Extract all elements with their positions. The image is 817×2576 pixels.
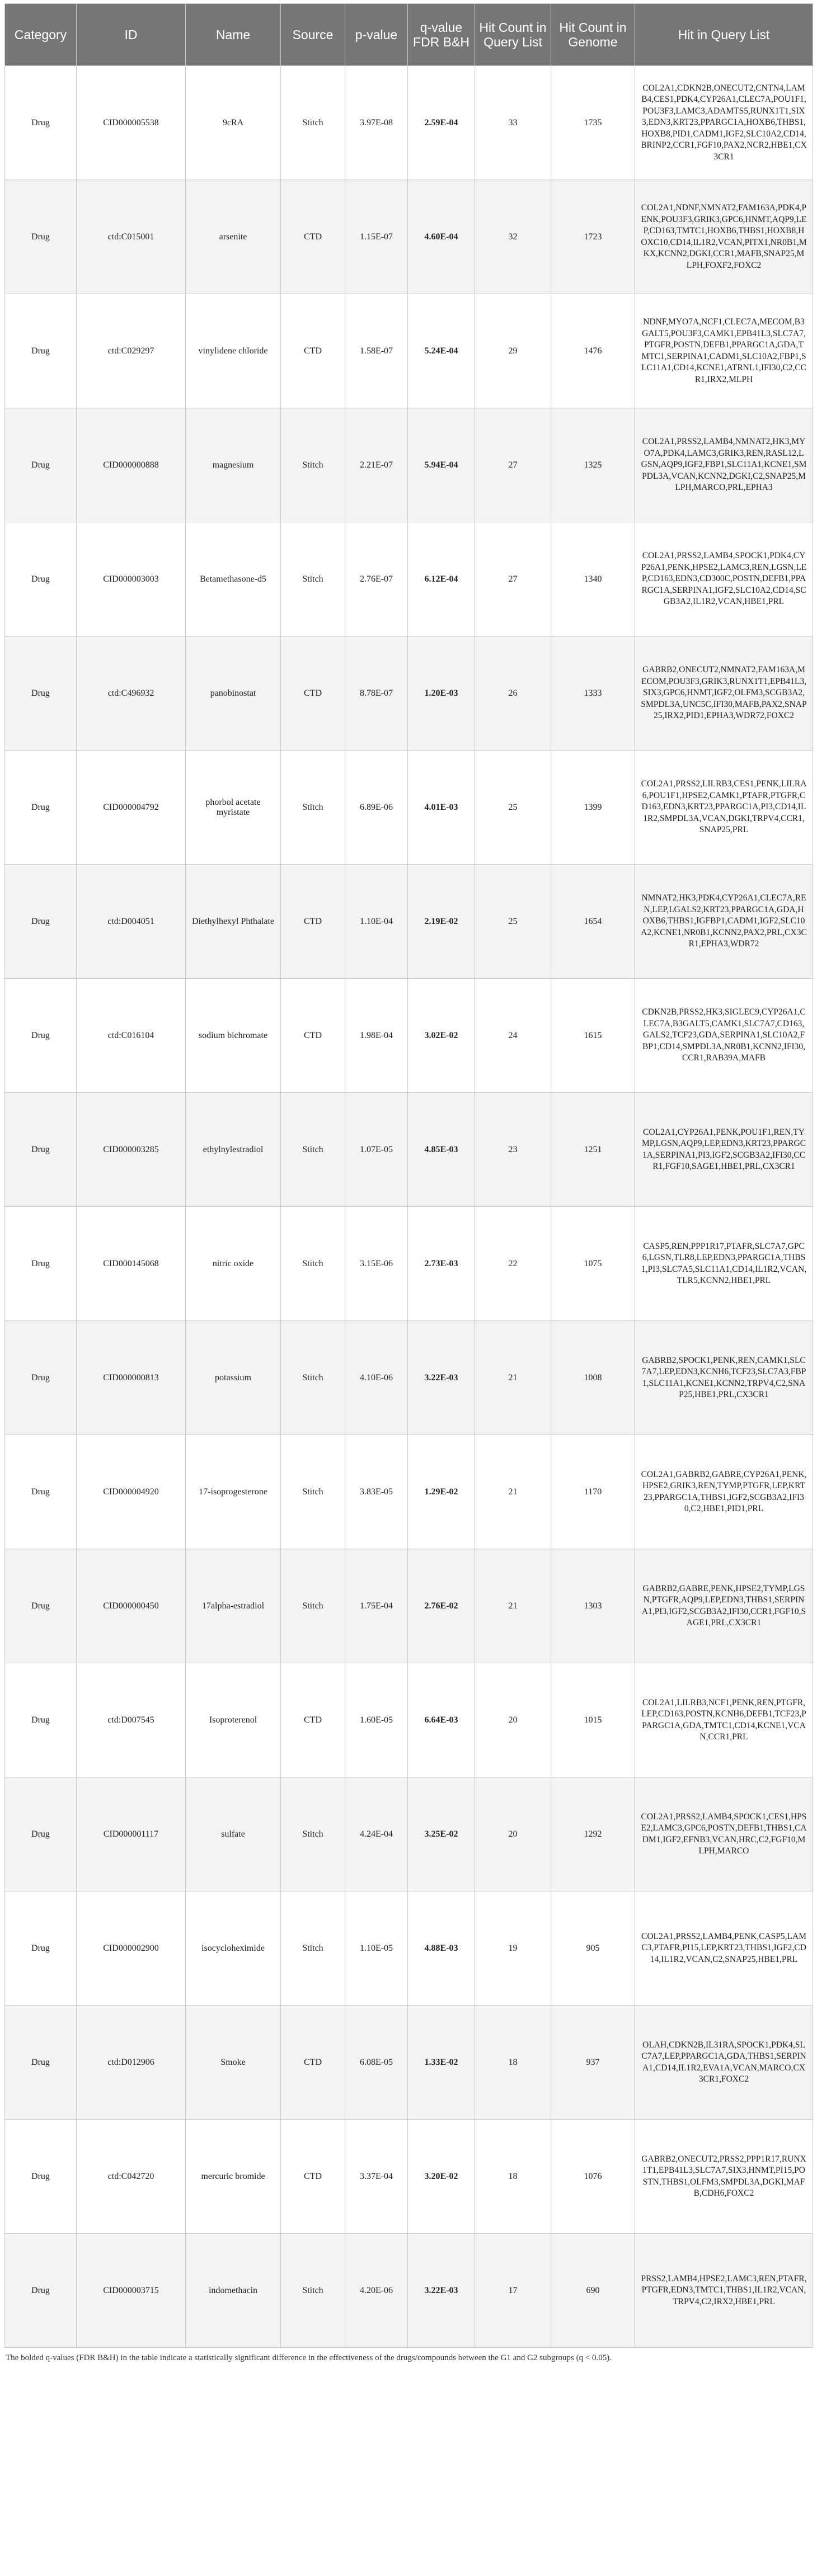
table-row [5,1663,813,1777]
cell-hit-count-genome: 690 [551,2234,635,2348]
cell-hit-count-genome: 1303 [551,1549,635,1663]
cell-name: Diethylhexyl Phthalate [186,865,281,979]
table-footnote: The bolded q-values (FDR B&H) in the table indicate a statistically significant difference in the effectiveness of the drugs/compounds between the G1 and G2 subgroups (q < 0.05). [6,2353,612,2362]
cell-pvalue: 1.07E-05 [345,1093,408,1207]
cell-hit-count-query: 26 [475,636,551,751]
cell-name: panobinostat [186,636,281,751]
cell-hit-in-query-list: COL2A1,PRSS2,LAMB4,PENK,CASP5,LAMC3,PTAFR,PI15,LEP,KRT23,THBS1,IGF2,CD14,IL1R2,VCAN,C2,SNAP25,HBE1,PRL [635,1891,813,2006]
cell-name: arsenite [186,180,281,294]
cell-hit-count-query: 25 [475,751,551,865]
cell-name: vinylidene chloride [186,294,281,408]
cell-hit-in-query-list: CDKN2B,PRSS2,HK3,SIGLEC9,CYP26A1,CLEC7A,B3GALT5,CAMK1,SLC7A7,CD163,GALS2,TCF23,GDA,SERPINA1,SLC10A2,FBP1,CD14,SMPDL3A,NR0B1,KCNN2,IFI30,CCR1,RAB39A,MAFB [635,979,813,1093]
cell-hit-count-query: 27 [475,522,551,636]
cell-source: Stitch [281,408,345,522]
table-row [5,294,813,408]
cell-hit-in-query-list: GABRB2,SPOCK1,PENK,REN,CAMK1,SLC7A7,LEP,EDN3,KCNH6,TCF23,SLC7A3,FBP1,SLC11A1,KCNE1,KCNN2,TRPV4,C2,SNAP25,HBE1,PRL,CX3CR1 [635,1321,813,1435]
cell-pvalue: 4.20E-06 [345,2234,408,2348]
cell-hit-count-query: 21 [475,1321,551,1435]
cell-pvalue: 1.75E-04 [345,1549,408,1663]
cell-source: CTD [281,865,345,979]
table-row [5,1777,813,1891]
cell-category: Drug [5,636,77,751]
cell-id: CID000000813 [77,1321,186,1435]
cell-qvalue: 1.29E-02 [408,1435,475,1549]
cell-hit-in-query-list: GABRB2,ONECUT2,PRSS2,PPP1R17,RUNX1T1,EPB41L3,SLC7A7,SIX3,HNMT,PI15,POSTN,THBS1,OLFM3,SMPDL3A,DGKI,MAFB,CDH6,FOXC2 [635,2120,813,2234]
cell-pvalue: 1.10E-05 [345,1891,408,2006]
cell-category: Drug [5,294,77,408]
cell-hit-in-query-list: COL2A1,PRSS2,LAMB4,SPOCK1,PDK4,CYP26A1,PENK,HPSE2,LAMC3,REN,LGSN,LEP,CD163,EDN3,CD300C,POSTN,DEFB1,PPARGC1A,SERPINA1,IGF2,SLC10A2,CD14,SCGB3A2,IL1R2,VCAN,HBE1,PRL [635,522,813,636]
cell-hit-count-genome: 1340 [551,522,635,636]
cell-qvalue: 6.12E-04 [408,522,475,636]
cell-pvalue: 4.24E-04 [345,1777,408,1891]
cell-category: Drug [5,522,77,636]
cell-category: Drug [5,1777,77,1891]
cell-hit-count-genome: 1292 [551,1777,635,1891]
cell-id: ctd:D012906 [77,2006,186,2120]
cell-pvalue: 4.10E-06 [345,1321,408,1435]
cell-source: CTD [281,2120,345,2234]
cell-pvalue: 8.78E-07 [345,636,408,751]
cell-hit-count-genome: 1333 [551,636,635,751]
cell-name: magnesium [186,408,281,522]
cell-category: Drug [5,865,77,979]
table-header [5,4,813,66]
cell-source: Stitch [281,66,345,180]
cell-hit-in-query-list: COL2A1,PRSS2,LAMB4,SPOCK1,CES1,HPSE2,LAMC3,GPC6,POSTN,DEFB1,THBS1,CADM1,IGF2,EFNB3,VCAN,HRC,C2,FGF10,MLPH,MARCO [635,1777,813,1891]
cell-id: CID000004792 [77,751,186,865]
cell-pvalue: 6.08E-05 [345,2006,408,2120]
header-source: Source [281,4,345,66]
cell-id: CID000002900 [77,1891,186,2006]
cell-category: Drug [5,180,77,294]
cell-pvalue: 1.98E-04 [345,979,408,1093]
cell-category: Drug [5,2006,77,2120]
cell-hit-in-query-list: COL2A1,CDKN2B,ONECUT2,CNTN4,LAMB4,CES1,PDK4,CYP26A1,CLEC7A,POU1F1,POU3F3,LAMC3,ADAMTS5,RUNX1T1,SIX3,EDN3,KRT23,PPARGC1A,HOXB6,THBS1,HOXB8,PID1,CADM1,IGF2,SLC10A2,CD14,BRINP2,CCR1,FGF10,PAX2,NCR2,HBE1,CX3CR1 [635,66,813,180]
cell-hit-count-query: 18 [475,2006,551,2120]
cell-pvalue: 6.89E-06 [345,751,408,865]
cell-name: potassium [186,1321,281,1435]
cell-source: Stitch [281,1207,345,1321]
table-row [5,180,813,294]
table-row [5,1207,813,1321]
cell-hit-count-query: 27 [475,408,551,522]
table-row [5,636,813,751]
table-row [5,1549,813,1663]
cell-hit-count-genome: 1476 [551,294,635,408]
cell-hit-count-query: 18 [475,2120,551,2234]
cell-source: CTD [281,2006,345,2120]
table-row [5,2006,813,2120]
cell-pvalue: 3.83E-05 [345,1435,408,1549]
cell-source: Stitch [281,2234,345,2348]
header-qvalue: q-value FDR B&H [408,4,475,66]
cell-pvalue: 3.15E-06 [345,1207,408,1321]
cell-id: CID000003285 [77,1093,186,1207]
cell-qvalue: 1.33E-02 [408,2006,475,2120]
cell-name: 17-isoprogesterone [186,1435,281,1549]
table-row [5,408,813,522]
cell-id: ctd:C016104 [77,979,186,1093]
cell-hit-in-query-list: COL2A1,NDNF,NMNAT2,FAM163A,PDK4,PENK,POU3F3,GRIK3,GPC6,HNMT,AQP9,LEP,CD163,TMTC1,HOXB6,THBS1,HOXB8,HOXC10,CD14,IL1R2,VCAN,PITX1,NR0B1,MKX,KCNN2,DGKI,CCR1,MAFB,SNAP25,MLPH,FOXF2,FOXC2 [635,180,813,294]
cell-id: CID000005538 [77,66,186,180]
cell-name: Betamethasone-d5 [186,522,281,636]
cell-pvalue: 1.10E-04 [345,865,408,979]
cell-qvalue: 4.88E-03 [408,1891,475,2006]
cell-pvalue: 2.76E-07 [345,522,408,636]
header-pvalue: p-value [345,4,408,66]
cell-name: phorbol acetate myristate [186,751,281,865]
cell-hit-count-query: 20 [475,1777,551,1891]
cell-hit-count-query: 20 [475,1663,551,1777]
table-row [5,1891,813,2006]
cell-hit-count-genome: 1723 [551,180,635,294]
cell-category: Drug [5,1093,77,1207]
cell-hit-count-query: 25 [475,865,551,979]
cell-id: ctd:D004051 [77,865,186,979]
cell-source: CTD [281,180,345,294]
cell-hit-count-genome: 1015 [551,1663,635,1777]
cell-hit-in-query-list: NDNF,MYO7A,NCF1,CLEC7A,MECOM,B3GALT5,POU3F3,CAMK1,EPB41L3,SLC7A7,PTGFR,POSTN,DEFB1,PPARGC1A,GDA,TMTC1,SERPINA1,CADM1,SLC10A2,FBP1,SLC11A1,CD14,KCNE1,ATRNL1,IFI30,C2,CCR1,IRX2,MLPH [635,294,813,408]
cell-id: ctd:C496932 [77,636,186,751]
cell-qvalue: 2.19E-02 [408,865,475,979]
cell-category: Drug [5,751,77,865]
cell-qvalue: 2.59E-04 [408,66,475,180]
cell-qvalue: 5.24E-04 [408,294,475,408]
cell-qvalue: 2.76E-02 [408,1549,475,1663]
table-row [5,522,813,636]
header-hit-count-genome: Hit Count in Genome [551,4,635,66]
cell-category: Drug [5,1207,77,1321]
table-row [5,979,813,1093]
table-row [5,1093,813,1207]
cell-source: Stitch [281,1777,345,1891]
table-row [5,2120,813,2234]
cell-hit-count-query: 19 [475,1891,551,2006]
cell-hit-count-genome: 937 [551,2006,635,2120]
cell-category: Drug [5,1321,77,1435]
table-row [5,751,813,865]
cell-hit-in-query-list: CASP5,REN,PPP1R17,PTAFR,SLC7A7,GPC6,LGSN,TLR8,LEP,EDN3,PPARGC1A,THBS1,PI3,SLC7A5,SLC11A1,CD14,IL1R2,VCAN,TLR5,KCNN2,HBE1,PRL [635,1207,813,1321]
cell-hit-count-query: 23 [475,1093,551,1207]
cell-qvalue: 4.85E-03 [408,1093,475,1207]
cell-hit-count-genome: 1170 [551,1435,635,1549]
cell-id: ctd:C042720 [77,2120,186,2234]
cell-pvalue: 1.60E-05 [345,1663,408,1777]
cell-name: sulfate [186,1777,281,1891]
cell-pvalue: 3.37E-04 [345,2120,408,2234]
cell-source: CTD [281,636,345,751]
table-row [5,2234,813,2348]
cell-qvalue: 4.60E-04 [408,180,475,294]
cell-pvalue: 1.58E-07 [345,294,408,408]
cell-qvalue: 3.20E-02 [408,2120,475,2234]
cell-name: nitric oxide [186,1207,281,1321]
cell-qvalue: 3.25E-02 [408,1777,475,1891]
cell-hit-in-query-list: COL2A1,CYP26A1,PENK,POU1F1,REN,TYMP,LGSN,AQP9,LEP,EDN3,KRT23,PPARGC1A,SERPINA1,PI3,IGF2,SCGB3A2,IFI30,CCR1,FGF10,SAGE1,HBE1,PRL,CX3CR1 [635,1093,813,1207]
cell-hit-in-query-list: COL2A1,PRSS2,LAMB4,NMNAT2,HK3,MYO7A,PDK4,LAMC3,GRIK3,REN,RASL12,LGSN,AQP9,IGF2,FBP1,SLC11A1,KCNE1,SMPDL3A,VCAN,KCNN2,DGKI,C2,SNAP25,MLPH,MARCO,PRL,EPHA3 [635,408,813,522]
cell-id: CID000003003 [77,522,186,636]
cell-id: CID000145068 [77,1207,186,1321]
cell-name: mercuric bromide [186,2120,281,2234]
cell-hit-count-query: 17 [475,2234,551,2348]
table-body [5,66,813,2348]
cell-hit-in-query-list: COL2A1,LILRB3,NCF1,PENK,REN,PTGFR,LEP,CD163,POSTN,KCNH6,DEFB1,TCF23,PPARGC1A,GDA,TMTC1,CD14,KCNE1,VCAN,CCR1,PRL [635,1663,813,1777]
cell-category: Drug [5,2120,77,2234]
header-hit-count-query: Hit Count in Query List [475,4,551,66]
cell-name: ethylnylestradiol [186,1093,281,1207]
cell-name: 17alpha-estradiol [186,1549,281,1663]
cell-category: Drug [5,2234,77,2348]
cell-hit-count-query: 33 [475,66,551,180]
header-category: Category [5,4,77,66]
cell-source: Stitch [281,1435,345,1549]
cell-pvalue: 1.15E-07 [345,180,408,294]
cell-hit-count-query: 29 [475,294,551,408]
cell-source: CTD [281,979,345,1093]
cell-category: Drug [5,979,77,1093]
cell-hit-count-genome: 1075 [551,1207,635,1321]
table-row [5,1435,813,1549]
cell-name: Smoke [186,2006,281,2120]
cell-hit-in-query-list: PRSS2,LAMB4,HPSE2,LAMC3,REN,PTAFR,PTGFR,EDN3,TMTC1,THBS1,IL1R2,VCAN,TRPV4,C2,IRX2,HBE1,PRL [635,2234,813,2348]
cell-hit-in-query-list: COL2A1,GABRB2,GABRE,CYP26A1,PENK,HPSE2,GRIK3,REN,TYMP,PTGFR,LEP,KRT23,PPARGC1A,THBS1,IGF2,SCGB3A2,IFI30,C2,HBE1,PID1,PRL [635,1435,813,1549]
cell-hit-in-query-list: NMNAT2,HK3,PDK4,CYP26A1,CLEC7A,REN,LEP,LGALS2,KRT23,PPARGC1A,GDA,HOXB6,THBS1,IGFBP1,CADM1,IGF2,SLC10A2,KCNE1,NR0B1,KCNN2,PAX2,PRL,CX3CR1,EPHA3,WDR72 [635,865,813,979]
header-row [5,4,813,66]
cell-category: Drug [5,408,77,522]
cell-hit-in-query-list: GABRB2,ONECUT2,NMNAT2,FAM163A,MECOM,POU3F3,GRIK3,RUNX1T1,EPB41L3,SIX3,GPC6,HNMT,IGF2,OLFM3,SCGB3A2,SMPDL3A,UNC5C,IFI30,MAFB,PAX2,SNAP25,IRX2,PID1,EPHA3,WDR72,FOXC2 [635,636,813,751]
cell-hit-count-query: 21 [475,1435,551,1549]
cell-category: Drug [5,1549,77,1663]
table-row [5,865,813,979]
cell-hit-count-genome: 1399 [551,751,635,865]
cell-qvalue: 6.64E-03 [408,1663,475,1777]
table-row [5,1321,813,1435]
cell-qvalue: 3.22E-03 [408,1321,475,1435]
cell-source: CTD [281,1663,345,1777]
header-hit-in-query-list: Hit in Query List [635,4,813,66]
cell-qvalue: 5.94E-04 [408,408,475,522]
table-row [5,66,813,180]
cell-id: ctd:C029297 [77,294,186,408]
cell-source: CTD [281,294,345,408]
cell-hit-in-query-list: GABRB2,GABRE,PENK,HPSE2,TYMP,LGSN,PTGFR,AQP9,LEP,EDN3,THBS1,SERPINA1,PI3,IGF2,SCGB3A2,IFI30,CCR1,FGF10,SAGE1,PRL,CX3CR1 [635,1549,813,1663]
cell-hit-count-genome: 1615 [551,979,635,1093]
cell-hit-count-query: 24 [475,979,551,1093]
cell-qvalue: 2.73E-03 [408,1207,475,1321]
cell-source: Stitch [281,522,345,636]
cell-name: 9cRA [186,66,281,180]
cell-source: Stitch [281,751,345,865]
cell-id: ctd:D007545 [77,1663,186,1777]
cell-pvalue: 2.21E-07 [345,408,408,522]
cell-category: Drug [5,1663,77,1777]
cell-id: CID000001117 [77,1777,186,1891]
cell-hit-in-query-list: OLAH,CDKN2B,IL31RA,SPOCK1,PDK4,SLC7A7,LEP,PPARGC1A,GDA,THBS1,SERPINA1,CD14,IL1R2,EVA1A,VCAN,MARCO,CX3CR1,FOXC2 [635,2006,813,2120]
cell-source: Stitch [281,1891,345,2006]
cell-id: CID000003715 [77,2234,186,2348]
cell-name: sodium bichromate [186,979,281,1093]
cell-id: CID000004920 [77,1435,186,1549]
cell-pvalue: 3.97E-08 [345,66,408,180]
cell-hit-count-genome: 905 [551,1891,635,2006]
header-id: ID [77,4,186,66]
cell-hit-count-genome: 1008 [551,1321,635,1435]
cell-hit-in-query-list: COL2A1,PRSS2,LILRB3,CES1,PENK,LILRA6,POU1F1,HPSE2,CAMK1,PTAFR,PTGFR,CD163,EDN3,KRT23,PPARGC1A,PI3,CD14,IL1R2,SMPDL3A,VCAN,DGKI,TRPV4,CCR1,SNAP25,PRL [635,751,813,865]
cell-category: Drug [5,1435,77,1549]
cell-id: CID000000450 [77,1549,186,1663]
cell-qvalue: 3.02E-02 [408,979,475,1093]
cell-source: Stitch [281,1093,345,1207]
cell-category: Drug [5,1891,77,2006]
cell-hit-count-genome: 1076 [551,2120,635,2234]
cell-id: CID000000888 [77,408,186,522]
cell-qvalue: 3.22E-03 [408,2234,475,2348]
cell-hit-count-genome: 1251 [551,1093,635,1207]
cell-category: Drug [5,66,77,180]
cell-qvalue: 1.20E-03 [408,636,475,751]
cell-source: Stitch [281,1549,345,1663]
cell-hit-count-genome: 1654 [551,865,635,979]
cell-hit-count-query: 21 [475,1549,551,1663]
cell-hit-count-query: 32 [475,180,551,294]
cell-name: isocycloheximide [186,1891,281,2006]
cell-name: Isoproterenol [186,1663,281,1777]
cell-hit-count-genome: 1735 [551,66,635,180]
drug-enrichment-table [4,3,813,2348]
cell-hit-count-genome: 1325 [551,408,635,522]
cell-hit-count-query: 22 [475,1207,551,1321]
cell-qvalue: 4.01E-03 [408,751,475,865]
header-name: Name [186,4,281,66]
cell-source: Stitch [281,1321,345,1435]
cell-id: ctd:C015001 [77,180,186,294]
cell-name: indomethacin [186,2234,281,2348]
